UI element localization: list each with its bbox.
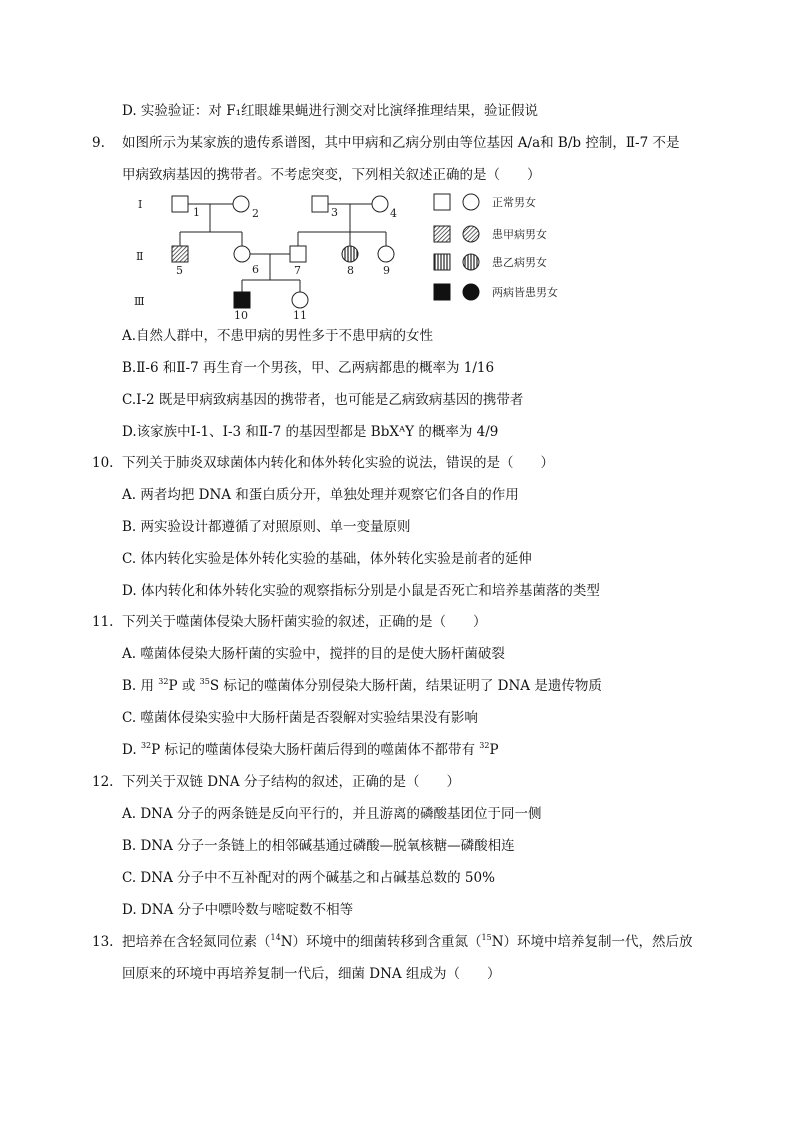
individual-11-label: 11 [293, 309, 307, 320]
individual-2-label: 2 [252, 207, 259, 220]
q9-stem-line2: 甲病致病基因的携带者。不考虑突变，下列相关叙述正确的是（ ） [122, 167, 541, 183]
generation-label-1: Ⅰ [138, 198, 143, 211]
individual-8 [342, 246, 358, 262]
q9-stem-line1: 如图所示为某家族的遗传系谱图，其中甲病和乙病分别由等位基因 A/a和 B/b 控制，Ⅱ-7 不是 [122, 135, 680, 151]
individual-4-label: 4 [390, 207, 397, 220]
legend-yi-male [434, 254, 450, 270]
individual-9-label: 9 [383, 264, 390, 277]
q12-option-d: D. DNA 分子中嘌呤数与嘧啶数不相等 [122, 902, 354, 918]
q12-option-b: B. DNA 分子一条链上的相邻碱基通过磷酸—脱氧核糖—磷酸相连 [122, 838, 515, 854]
q11-stem: 下列关于噬菌体侵染大肠杆菌实验的叙述，正确的是（ ） [122, 614, 487, 630]
q11-number: 11. [92, 614, 114, 630]
q10-number: 10. [92, 455, 114, 471]
individual-9 [378, 246, 394, 262]
legend-jia-male [434, 226, 450, 242]
legend-both-male [434, 284, 450, 300]
individual-5 [172, 246, 188, 262]
q10-stem: 下列关于肺炎双球菌体内转化和体外转化实验的说法，错误的是（ ） [122, 455, 554, 471]
legend-normal-label: 正常男女 [492, 196, 536, 209]
q9-option-c: C.Ⅰ-2 既是甲病致病基因的携带者，也可能是乙病致病基因的携带者 [122, 392, 524, 408]
q9-option-b: B.Ⅱ-6 和Ⅱ-7 再生育一个男孩，甲、乙两病都患的概率为 1/16 [122, 360, 495, 376]
individual-1-label: 1 [193, 206, 200, 219]
individual-10-label: 10 [234, 309, 248, 320]
q8-option-d: D. 实验验证：对 F₁红眼雄果蝇进行测交对比演绎推理结果，验证假说 [122, 103, 538, 119]
q10-option-c: C. 体内转化实验是体外转化实验的基础，体外转化实验是前者的延伸 [122, 551, 532, 567]
q12-option-a: A. DNA 分子的两条链是反向平行的，并且游离的磷酸基团位于同一侧 [122, 806, 542, 822]
q13-line2: 回原来的环境中再培养复制一代后，细菌 DNA 组成为（ ） [122, 966, 501, 982]
individual-7 [290, 246, 306, 262]
q11-option-a: A. 噬菌体侵染大肠杆菌的实验中，搅拌的目的是使大肠杆菌破裂 [122, 646, 505, 662]
q13-line1: 把培养在含轻氮同位素（$^{14}$N）环境中的细菌转移到含重氮（$^{15}$N）环境中培养复制一代，然后放 [122, 933, 693, 950]
q10-option-d: D. 体内转化和体外转化实验的观察指标分别是小鼠是否死亡和培养基菌落的类型 [122, 583, 600, 599]
individual-6-label: 6 [252, 263, 259, 276]
individual-5-label: 5 [176, 264, 183, 277]
individual-8-label: 8 [347, 264, 354, 277]
individual-4 [372, 196, 388, 212]
q10-option-b: B. 两实验设计都遵循了对照原则、单一变量原则 [122, 519, 411, 535]
q11-option-d: D. $^{32}$P 标记的噬菌体侵染大肠杆菌后得到的噬菌体不都带有 $^{32}$P [122, 741, 499, 758]
legend-jia-female [463, 226, 479, 242]
individual-3 [312, 196, 328, 212]
q11-option-b: B. 用 $^{32}$P 或 $^{35}$S 标记的噬菌体分别侵染大肠杆菌，结果证明了 DNA 是遗传物质 [122, 677, 602, 694]
q12-option-c: C. DNA 分子中不互补配对的两个碱基之和占碱基总数的 50% [122, 870, 495, 886]
individual-10 [234, 292, 250, 308]
q12-number: 12. [92, 774, 114, 790]
legend-normal-male [434, 194, 450, 210]
pedigree-chart [128, 190, 598, 320]
individual-1 [172, 196, 188, 212]
individual-7-label: 7 [294, 264, 301, 277]
legend-both-label: 两病皆患男女 [492, 286, 558, 299]
generation-label-3: Ⅲ [134, 295, 145, 308]
generation-label-2: Ⅱ [136, 250, 144, 263]
q9-option-a: A.自然人群中，不患甲病的男性多于不患甲病的女性 [122, 328, 434, 344]
individual-6 [234, 246, 250, 262]
individual-11 [292, 292, 308, 308]
q9-number: 9. [92, 135, 105, 151]
q10-option-a: A. 两者均把 DNA 和蛋白质分开，单独处理并观察它们各自的作用 [122, 487, 519, 503]
legend-jia-label: 患甲病男女 [492, 228, 547, 241]
individual-2 [233, 196, 249, 212]
q13-number: 13. [92, 934, 114, 950]
legend-normal-female [463, 194, 479, 210]
q12-stem: 下列关于双链 DNA 分子结构的叙述，正确的是（ ） [122, 774, 460, 790]
legend-yi-female [463, 254, 479, 270]
individual-3-label: 3 [331, 206, 338, 219]
legend-both-female [463, 284, 479, 300]
q11-option-c: C. 噬菌体侵染实验中大肠杆菌是否裂解对实验结果没有影响 [122, 710, 478, 726]
legend-yi-label: 患乙病男女 [492, 256, 547, 269]
q9-option-d: D.该家族中Ⅰ-1、Ⅰ-3 和Ⅱ-7 的基因型都是 BbXᴬY 的概率为 4/9 [122, 424, 499, 440]
